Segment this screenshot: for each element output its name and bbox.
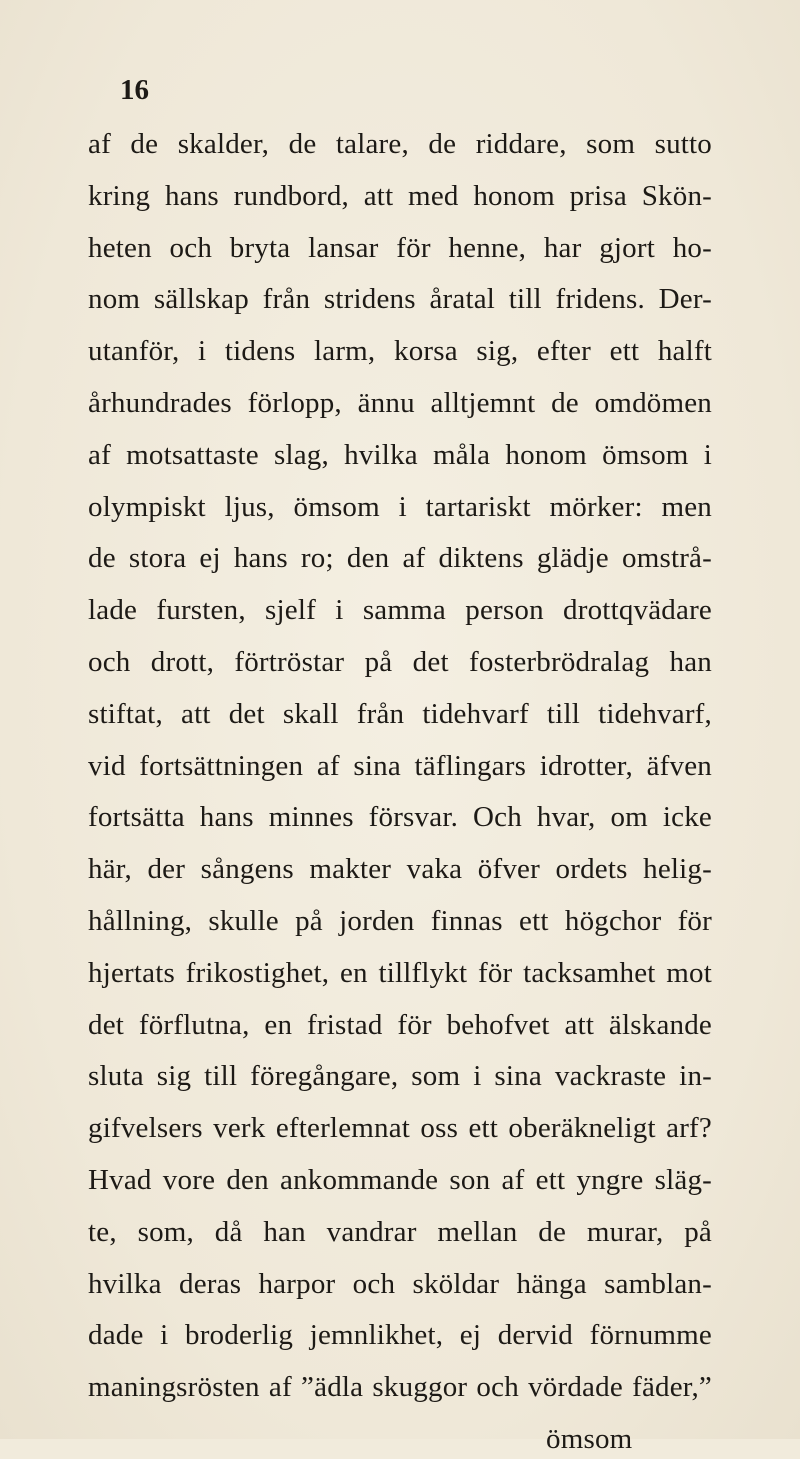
text-line: här, der sångens makter vaka öfver ordets helig- <box>88 853 712 886</box>
text-line: vid fortsättningen af sina täflingars idrotter, äfven <box>88 749 712 782</box>
text-line: af de skalder, de talare, de riddare, som sutto <box>88 128 712 160</box>
catchword: ömsom <box>546 1423 633 1455</box>
text-line: hjertats frikostighet, en tillflykt för tacksamhet mot <box>88 956 712 989</box>
text-line: och drott, förtröstar på det fosterbrödralag han <box>88 646 712 678</box>
text-line: af motsattaste slag, hvilka måla honom ömsom i <box>88 438 712 471</box>
text-line: stiftat, att det skall från tidehvarf till tidehvarf, <box>88 697 712 730</box>
text-line: hållning, skulle på jorden finnas ett högchor för <box>88 905 712 937</box>
text-line: heten och bryta lansar för henne, har gjort ho- <box>88 231 712 264</box>
page-number: 16 <box>120 74 149 106</box>
text-line: århundrades förlopp, ännu alltjemnt de omdömen <box>88 387 712 419</box>
text-line: sluta sig till föregångare, som i sina vackraste in- <box>88 1060 712 1093</box>
text-line: gifvelsers verk efterlemnat oss ett oberäkneligt arf? <box>88 1112 712 1145</box>
text-line: hvilka deras harpor och sköldar hänga samblan- <box>88 1267 712 1300</box>
text-line: te, som, då han vandrar mellan de murar, på <box>88 1215 712 1248</box>
text-line: lade fursten, sjelf i samma person drottqvädare <box>88 594 712 627</box>
text-line: det förflutna, en fristad för behofvet att älskande <box>88 1008 712 1041</box>
text-line: dade i broderlig jemnlikhet, ej dervid förnumme <box>88 1319 712 1352</box>
text-line: utanför, i tidens larm, korsa sig, efter ett halft <box>88 335 712 368</box>
text-line: fortsätta hans minnes försvar. Och hvar, om icke <box>88 801 712 834</box>
text-line: kring hans rundbord, att med honom prisa Skön- <box>88 179 712 212</box>
text-line: maningsrösten af ”ädla skuggor och vördade fäder,” <box>88 1371 712 1404</box>
text-line: nom sällskap från stridens åratal till fridens. Der- <box>88 283 712 316</box>
text-line: olympiskt ljus, ömsom i tartariskt mörker: men <box>88 490 712 523</box>
text-line: Hvad vore den ankommande son af ett yngre släg- <box>88 1164 712 1196</box>
text-line: de stora ej hans ro; den af diktens glädje omstrå- <box>88 542 712 575</box>
